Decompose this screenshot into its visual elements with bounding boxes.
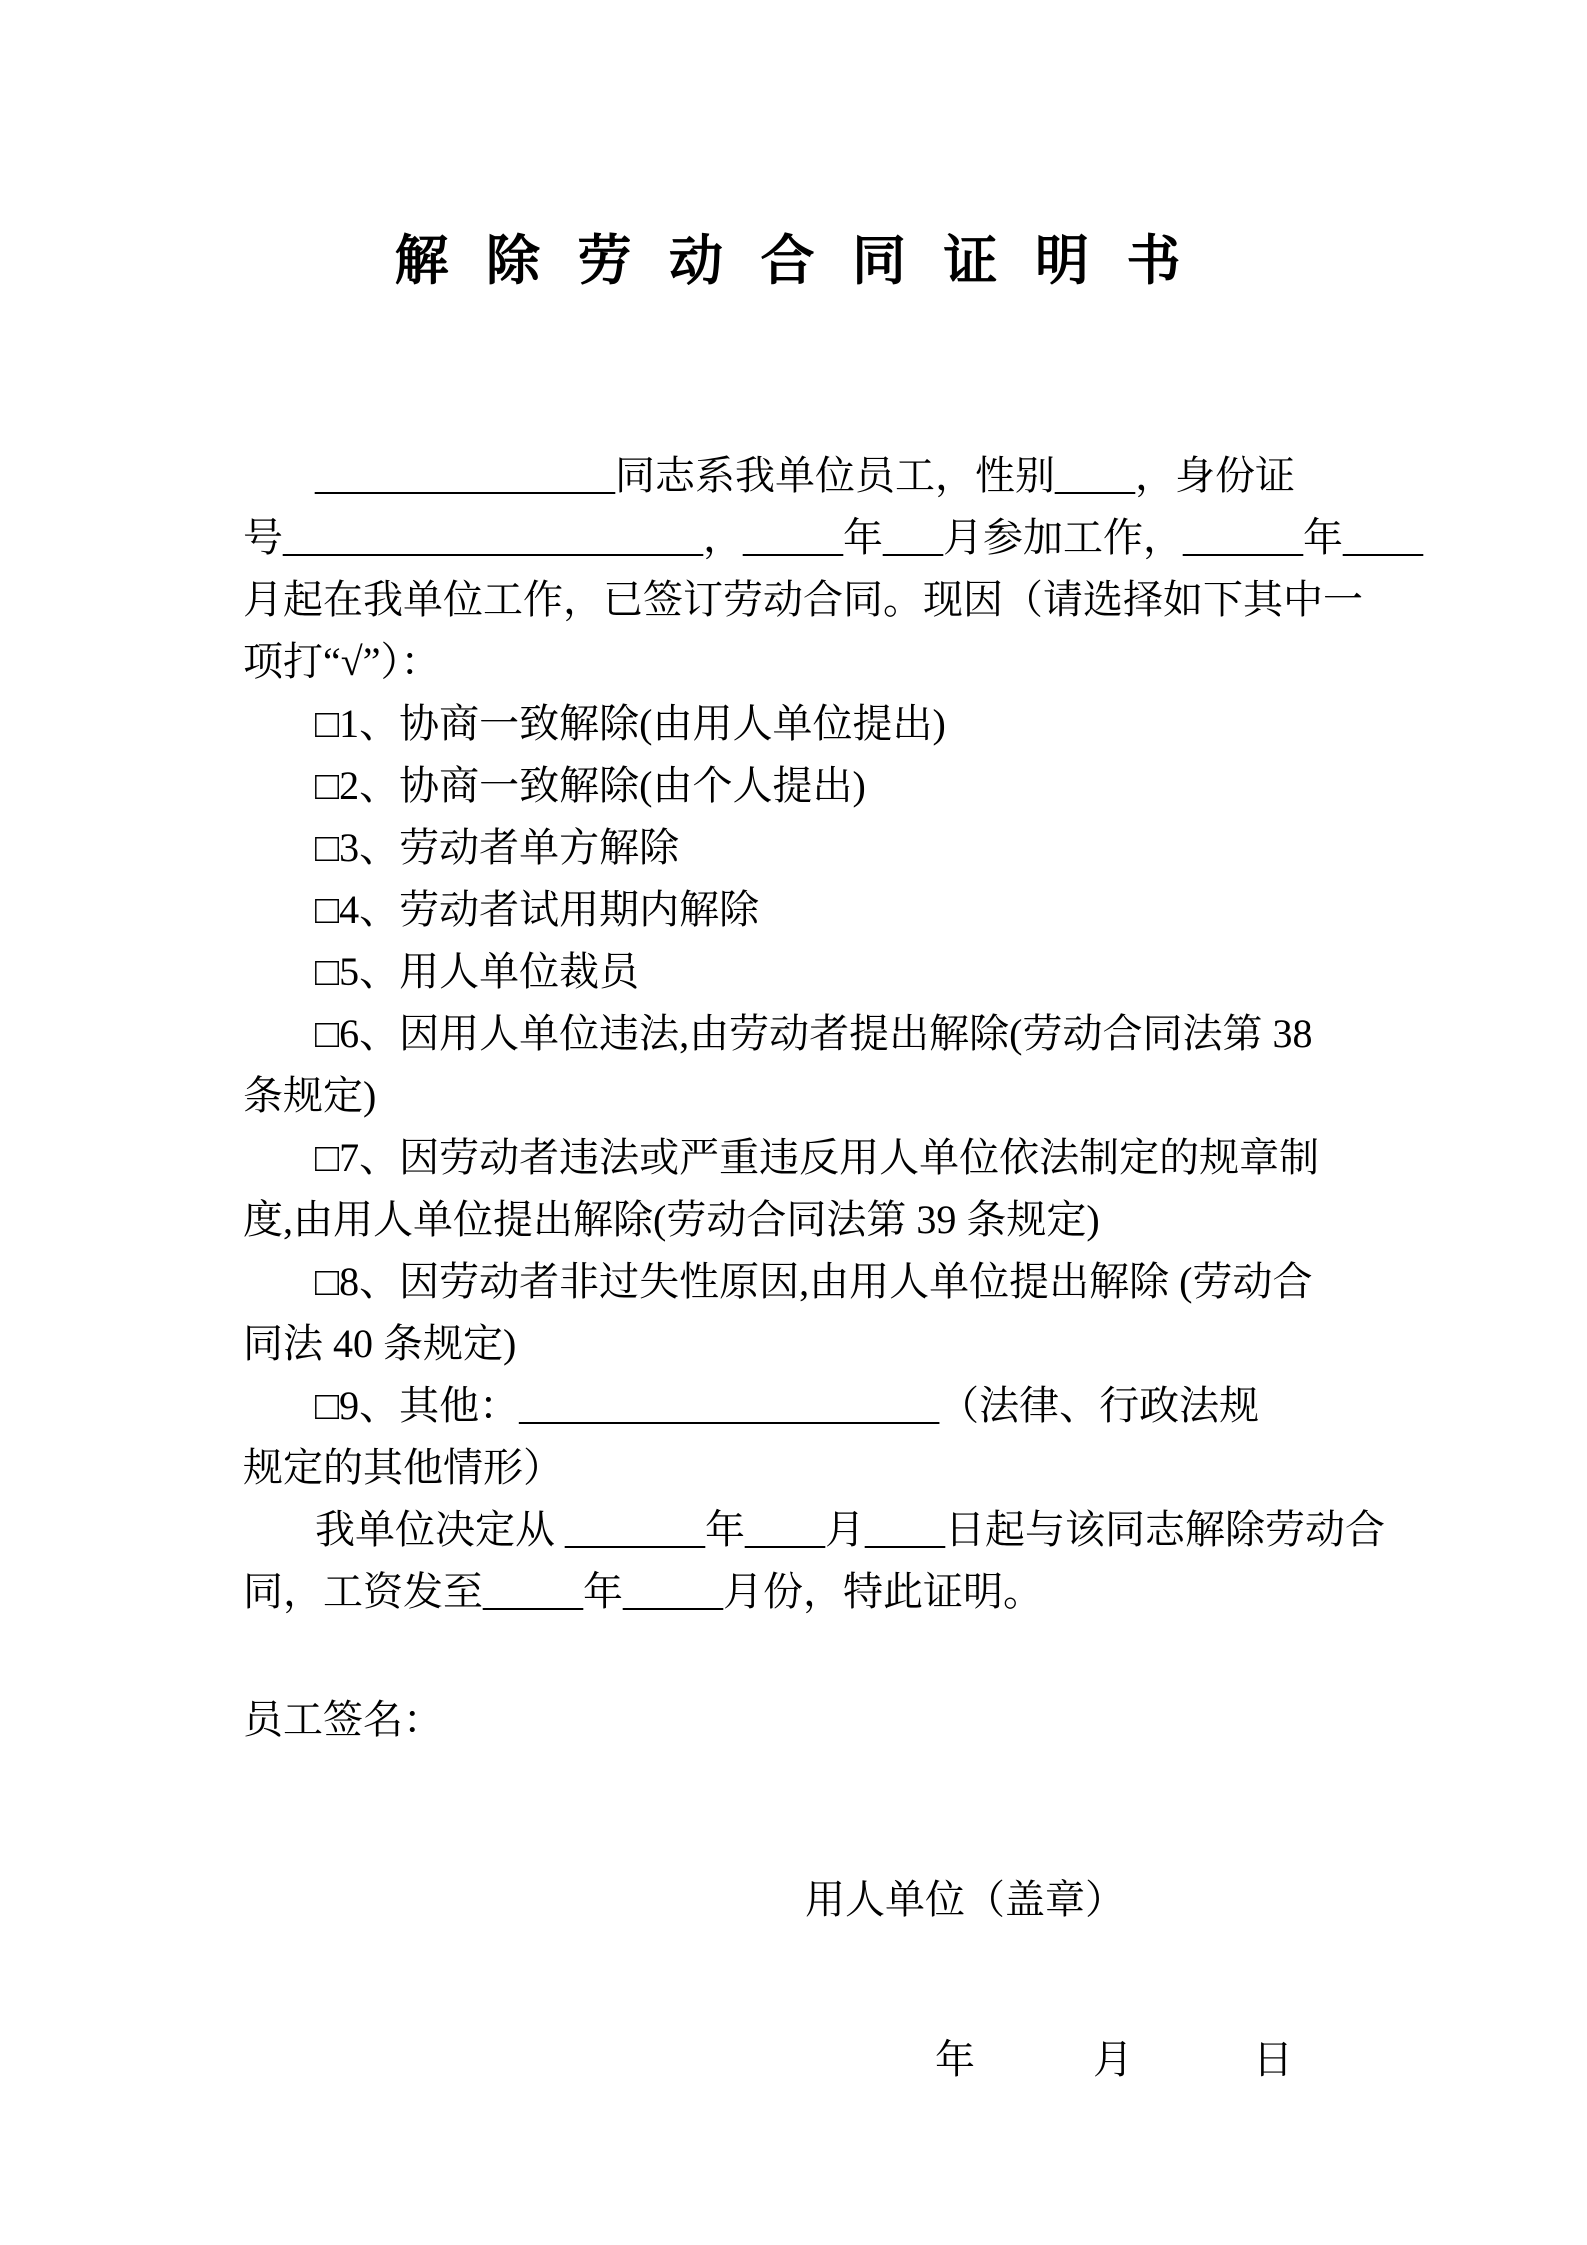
option-2-label: 2、协商一致解除(由个人提出) bbox=[339, 763, 866, 808]
option-6-label: 6、因用人单位违法,由劳动者提出解除(劳动合同法第 38 bbox=[339, 1011, 1313, 1056]
option-7-checkbox-icon[interactable]: □ bbox=[315, 1135, 340, 1180]
employer-seal-label: 用人单位（盖章） bbox=[805, 1877, 1125, 1922]
document-title: 解 除 劳 动 合 同 证 明 书 bbox=[394, 231, 1193, 291]
option-5-label: 5、用人单位裁员 bbox=[339, 949, 640, 994]
option-item-3 bbox=[243, 817, 1423, 879]
option-8-label: 8、因劳动者非过失性原因,由用人单位提出解除 (劳动合 bbox=[339, 1259, 1313, 1304]
option-item-5 bbox=[243, 941, 1423, 1003]
option-item-7 bbox=[243, 1127, 1423, 1189]
option-item-4 bbox=[243, 879, 1423, 941]
date-month-label: 月 bbox=[1093, 2037, 1133, 2082]
option-3-checkbox-icon[interactable]: □ bbox=[315, 825, 340, 870]
option-6-checkbox-icon[interactable]: □ bbox=[315, 1011, 340, 1056]
intro-line-3: 月起在我单位工作，已签订劳动合同。现因（请选择如下其中一 bbox=[243, 577, 1363, 622]
option-8-label-continued: 同法 40 条规定) bbox=[243, 1321, 517, 1366]
option-4-label: 4、劳动者试用期内解除 bbox=[339, 887, 760, 932]
option-item-9 bbox=[243, 1375, 1423, 1437]
option-8-checkbox-icon[interactable]: □ bbox=[315, 1259, 340, 1304]
option-item-1 bbox=[243, 693, 1423, 755]
option-1-label: 1、协商一致解除(由用人单位提出) bbox=[339, 701, 946, 746]
option-9-label-continued: 规定的其他情形） bbox=[243, 1445, 563, 1490]
closing-line-1: 我单位决定从 _______年____月____日起与该同志解除劳动合 bbox=[315, 1507, 1385, 1552]
date-day-label: 日 bbox=[1253, 2037, 1293, 2082]
intro-line-2: 号_____________________，_____年___月参加工作，______年____ bbox=[243, 515, 1423, 560]
intro-line-4: 项打“√”）： bbox=[243, 639, 441, 684]
date-year-label: 年 bbox=[935, 2037, 975, 2082]
closing-line-2: 同，工资发至_____年_____月份，特此证明。 bbox=[243, 1569, 1043, 1614]
intro-line-1: _______________同志系我单位员工，性别____，身份证 bbox=[315, 453, 1295, 498]
option-5-checkbox-icon[interactable]: □ bbox=[315, 949, 340, 994]
employee-signature-label: 员工签名： bbox=[243, 1697, 443, 1742]
option-9-label: 9、其他：_____________________（法律、行政法规 bbox=[339, 1383, 1260, 1428]
option-4-checkbox-icon[interactable]: □ bbox=[315, 887, 340, 932]
option-item-2 bbox=[243, 755, 1423, 817]
option-7-label-continued: 度,由用人单位提出解除(劳动合同法第 39 条规定) bbox=[243, 1197, 1100, 1242]
option-item-8 bbox=[243, 1251, 1423, 1313]
option-2-checkbox-icon[interactable]: □ bbox=[315, 763, 340, 808]
option-6-label-continued: 条规定) bbox=[243, 1073, 377, 1118]
option-9-checkbox-icon[interactable]: □ bbox=[315, 1383, 340, 1428]
date-line bbox=[0, 2028, 1587, 2090]
document-body bbox=[243, 445, 1423, 1623]
option-1-checkbox-icon[interactable]: □ bbox=[315, 701, 340, 746]
option-item-6 bbox=[243, 1003, 1423, 1065]
option-3-label: 3、劳动者单方解除 bbox=[339, 825, 680, 870]
option-7-label: 7、因劳动者违法或严重违反用人单位依法制定的规章制 bbox=[339, 1135, 1320, 1180]
